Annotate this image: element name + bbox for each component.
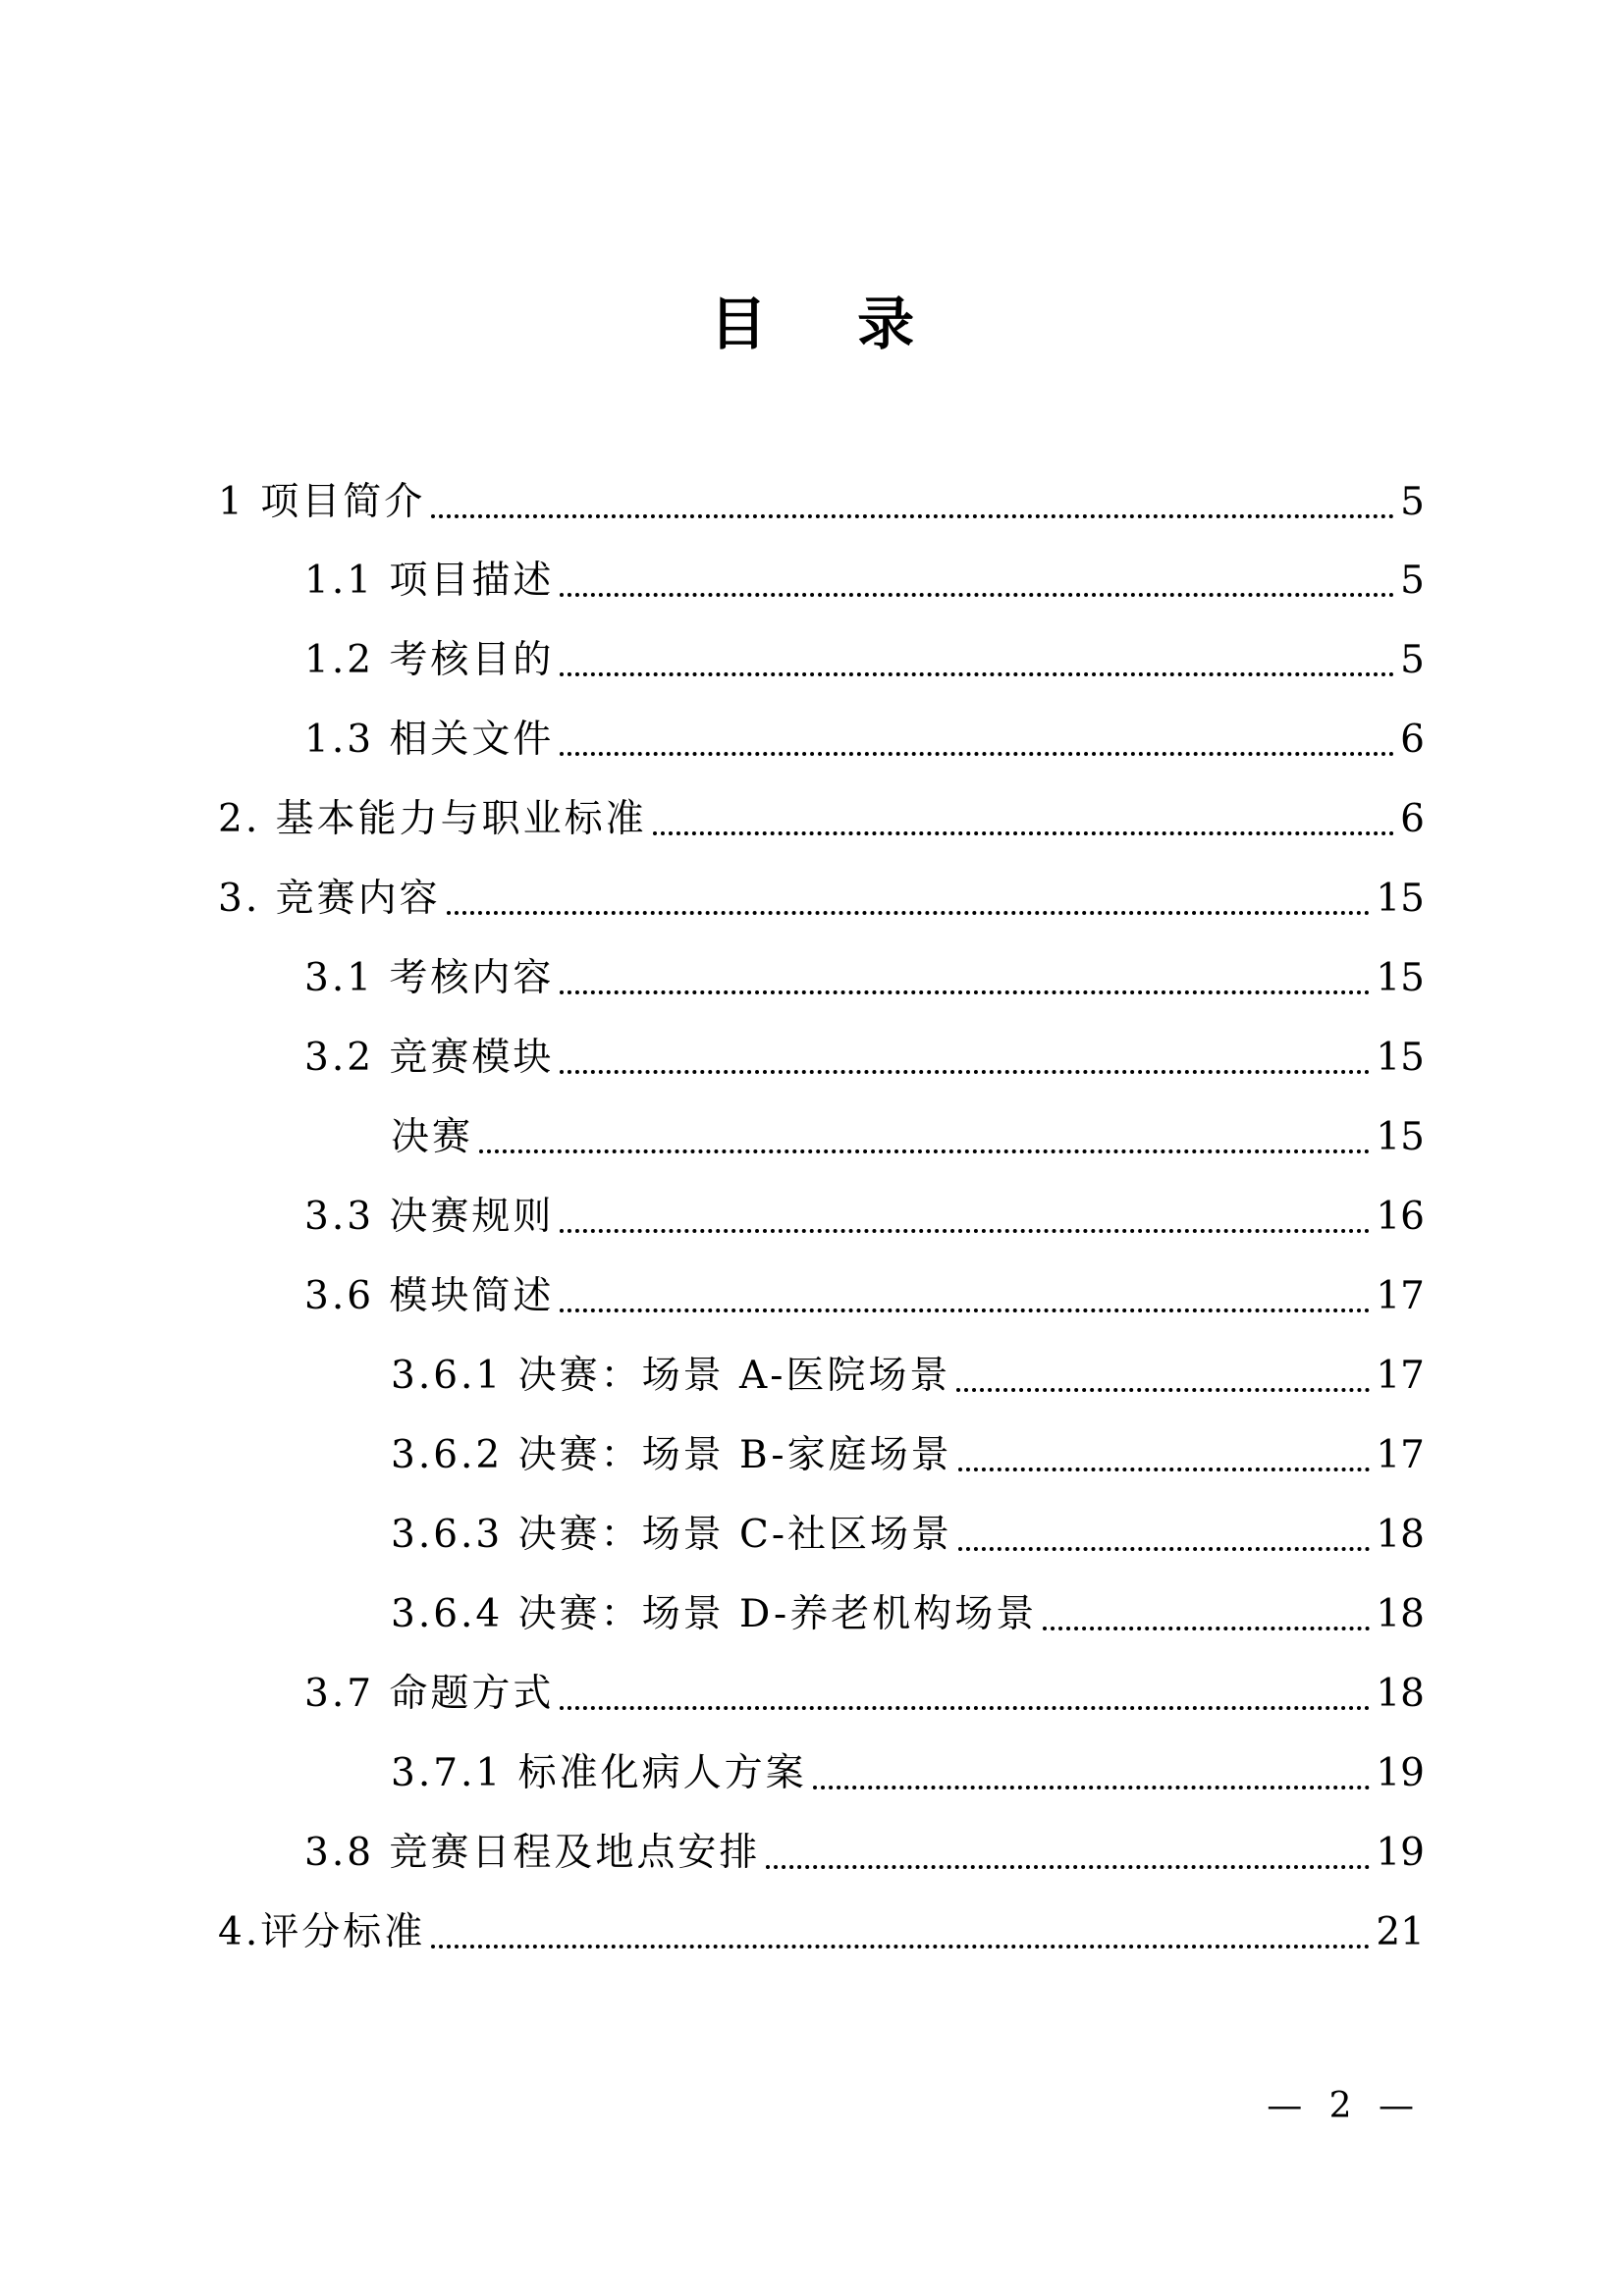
toc-leader-dots	[560, 1706, 1370, 1710]
toc-entry-3-7-1[interactable]	[391, 1744, 1425, 1803]
toc-entry-page: 5	[1400, 559, 1425, 603]
toc-entry-page: 17	[1376, 1354, 1425, 1398]
toc-leader-dots	[560, 990, 1370, 994]
toc-entry-page: 6	[1400, 797, 1425, 841]
toc-entry-label: 3.7.1 标准化病人方案	[391, 1751, 807, 1795]
toc-entry-label: 1.2 考核目的	[304, 638, 555, 682]
toc-leader-dots	[431, 514, 1394, 518]
toc-leader-dots	[560, 1308, 1370, 1312]
toc-entry-page: 15	[1376, 877, 1425, 921]
toc-entry-1-2[interactable]	[304, 631, 1425, 690]
toc-leader-dots	[560, 1229, 1370, 1233]
toc-leader-dots	[560, 672, 1394, 676]
toc-entry-label: 3.7 命题方式	[304, 1672, 555, 1716]
toc-entry-3-2[interactable]	[304, 1029, 1425, 1088]
toc-entry-1-3[interactable]	[304, 711, 1425, 770]
toc-entry-label: 3.1 考核内容	[304, 956, 555, 1000]
toc-leader-dots	[766, 1865, 1370, 1869]
toc-entry-4[interactable]	[218, 1903, 1425, 1962]
toc-entry-label: 3.6.2 决赛：场景 B-家庭场景	[391, 1433, 952, 1477]
toc-entry-label: 3.6.4 决赛：场景 D-养老机构场景	[391, 1592, 1038, 1636]
page-title: 目 录	[709, 291, 950, 357]
toc-entry-page: 18	[1376, 1592, 1425, 1636]
toc-leader-dots	[431, 1945, 1370, 1949]
toc-entry-3-7[interactable]	[304, 1665, 1425, 1724]
toc-entry-label: 3.2 竞赛模块	[304, 1036, 555, 1080]
toc-leader-dots	[956, 1388, 1370, 1392]
toc-entry-label: 4.评分标准	[218, 1910, 426, 1954]
toc-entry-page: 17	[1376, 1274, 1425, 1318]
toc-entry-page: 19	[1376, 1751, 1425, 1795]
toc-leader-dots	[560, 1070, 1370, 1074]
toc-entry-page: 5	[1400, 638, 1425, 682]
toc-entry-page: 15	[1376, 1115, 1425, 1159]
toc-entry-label: 3.6 模块简述	[304, 1274, 555, 1318]
toc-entry-page: 19	[1376, 1831, 1425, 1875]
toc-entry-label: 3.3 决赛规则	[304, 1195, 555, 1239]
toc-entry-1[interactable]	[218, 473, 1425, 532]
toc-entry-label: 决赛	[391, 1115, 474, 1159]
toc-entry-1-1[interactable]	[304, 552, 1425, 611]
toc-entry-3-1[interactable]	[304, 949, 1425, 1008]
toc-entry-label: 3.8 竞赛日程及地点安排	[304, 1831, 761, 1875]
toc-entry-label: 3.6.3 决赛：场景 C-社区场景	[391, 1513, 953, 1557]
toc-leader-dots	[479, 1149, 1370, 1153]
toc-entry-page: 5	[1400, 480, 1425, 524]
toc-entry-final[interactable]	[391, 1108, 1425, 1167]
toc-entry-label: 1.3 相关文件	[304, 718, 555, 762]
toc-entry-page: 6	[1400, 718, 1425, 762]
toc-entry-page: 18	[1376, 1672, 1425, 1716]
toc-entry-label: 3. 竞赛内容	[218, 877, 441, 921]
toc-entry-page: 18	[1376, 1513, 1425, 1557]
toc-leader-dots	[560, 593, 1394, 597]
toc-entry-3-8[interactable]	[304, 1824, 1425, 1883]
toc-entry-3-3[interactable]	[304, 1188, 1425, 1247]
page-number: — 2 —	[1267, 2086, 1422, 2126]
toc-entry-page: 15	[1376, 1036, 1425, 1080]
toc-entry-label: 1 项目简介	[218, 480, 426, 524]
toc-entry-3-6-4[interactable]	[391, 1585, 1425, 1644]
toc-entry-page: 17	[1376, 1433, 1425, 1477]
toc-entry-3-6[interactable]	[304, 1267, 1425, 1326]
toc-entry-3-6-1[interactable]	[391, 1347, 1425, 1406]
toc-leader-dots	[560, 752, 1394, 756]
toc-entry-3[interactable]	[218, 870, 1425, 929]
toc-entry-label: 3.6.1 决赛：场景 A-医院场景	[391, 1354, 951, 1398]
toc-entry-page: 15	[1376, 956, 1425, 1000]
toc-leader-dots	[813, 1786, 1371, 1789]
toc-leader-dots	[958, 1468, 1371, 1471]
toc-entry-3-6-3[interactable]	[391, 1506, 1425, 1565]
toc-leader-dots	[653, 831, 1395, 835]
toc-leader-dots	[958, 1547, 1370, 1551]
toc-entry-2[interactable]	[218, 790, 1425, 849]
toc-entry-page: 21	[1376, 1910, 1425, 1954]
toc-entry-3-6-2[interactable]	[391, 1426, 1425, 1485]
toc-leader-dots	[1043, 1627, 1370, 1630]
toc-entry-label: 2. 基本能力与职业标准	[218, 797, 647, 841]
toc-leader-dots	[447, 911, 1371, 915]
toc-entry-label: 1.1 项目描述	[304, 559, 555, 603]
toc-entry-page: 16	[1376, 1195, 1425, 1239]
